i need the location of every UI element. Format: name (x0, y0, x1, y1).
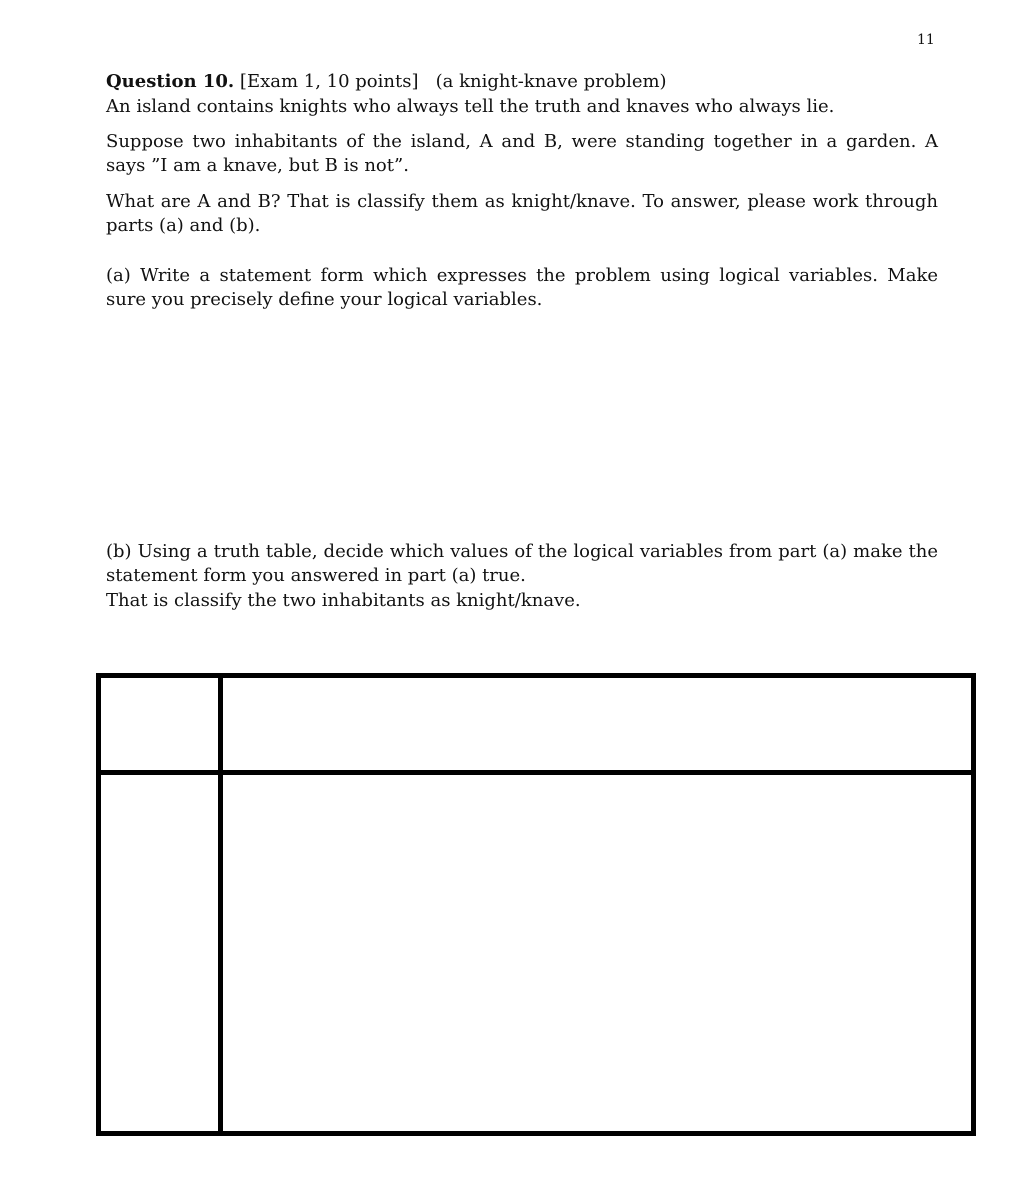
truth-table-body-row (99, 773, 974, 1134)
question-scenario: Suppose two inhabitants of the island, A and B, were standing together in a garden. A says ”I am a knave, but B is not”. (106, 131, 938, 176)
part-b-text: (b) Using a truth table, decide which values of the logical variables from part (a) make the statement form you answered in part (a) true. (106, 541, 938, 586)
question-intro: An island contains knights who always tell the truth and knaves who always lie. (106, 96, 835, 117)
truth-table-variable-header-cell[interactable] (99, 676, 221, 773)
part-a-text: (a) Write a statement form which expresses the problem using logical variables. Make sure you precisely define your logical variables. (106, 265, 938, 310)
question-details: [Exam 1, 10 points] (a knight-knave problem) (239, 71, 667, 92)
question-heading (106, 70, 938, 94)
truth-table-variable-values-cell[interactable] (99, 773, 221, 1134)
part-b-instruction: That is classify the two inhabitants as knight/knave. (106, 590, 581, 611)
truth-table-expression-values-cell[interactable] (221, 773, 974, 1134)
page-number: 11 (917, 32, 935, 48)
question-prompt: What are A and B? That is classify them as knight/knave. To answer, please work through parts (a) and (b). (106, 191, 938, 236)
truth-table (96, 673, 976, 1136)
truth-table-header-row (99, 676, 974, 773)
question-label: Question 10. (106, 71, 235, 92)
truth-table-expression-header-cell[interactable] (221, 676, 974, 773)
